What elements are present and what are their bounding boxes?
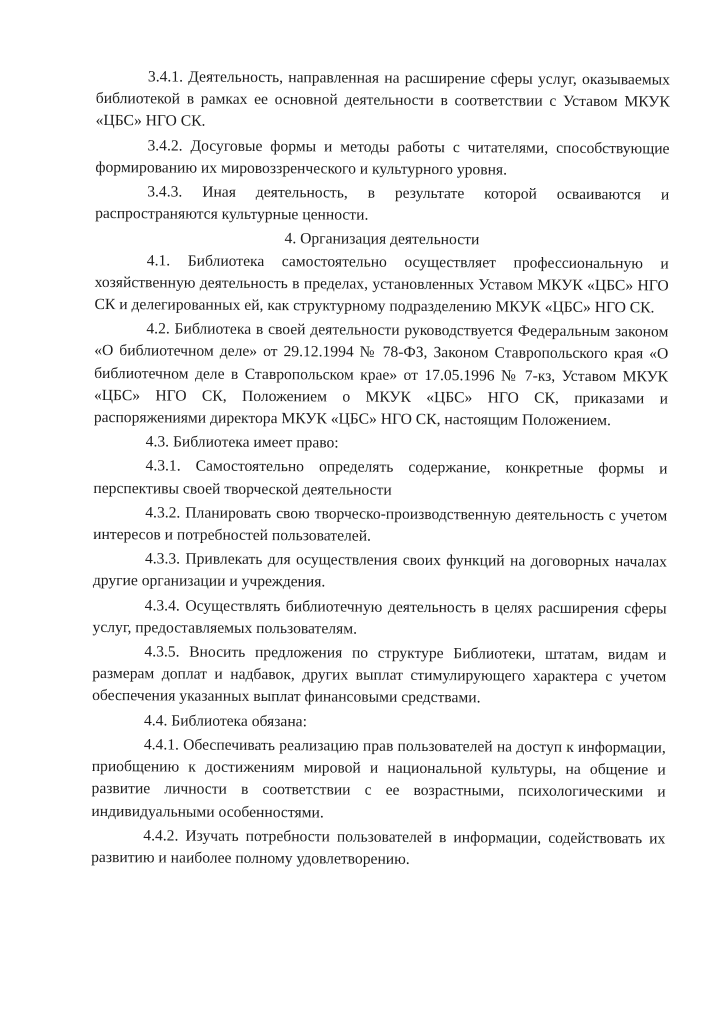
paragraph-4-4-1: 4.4.1. Обеспечивать реализацию прав пользователей на доступ к информации, приобщению к достижениям мировой и национальной культуры, на общение и развитие личности в соответствии с ее возрастными, психологическими и индивидуальными особенностями. [91,736,666,821]
paragraph-4-3-3: 4.3.3. Привлекать для осуществления своих функций на договорных началах другие организации и учреждения. [92,550,668,591]
paragraph-4-2: 4.2. Библиотека в своей деятельности руководствуется Федеральным законом «О библиотечном деле» от 29.12.1994 № 78-ФЗ, Законом Ставропольского края «О библиотечном деле в Ставропольском крае» от 17.05.1996 № 7-кз, Уставом МКУК «ЦБС» НГО СК, Положением о МКУК «ЦБС» НГО СК, приказами и распоряжениями директора МКУК «ЦБС» НГО СК, настоящим Положением. [93,320,669,430]
paragraph-4-3-1: 4.3.1. Самостоятельно определять содержание, конкретные формы и перспективы своей творческой деятельности [93,457,668,499]
paragraph-4-3: 4.3. Библиотека имеет право: [145,433,339,452]
paragraph-3-4-1: 3.4.1. Деятельность, направленная на расширение сферы услуг, оказываемых библиотекой в рамках ее основной деятельности в соответствии с Уставом МКУК «ЦБС» НГО СК. [95,68,670,131]
paragraph-4-4: 4.4. Библиотека обязана: [143,711,308,730]
paragraph-4-4-2: 4.4.2. Изучать потребности пользователей в информации, содействовать их развитию и наиболее полному удовлетворению. [91,827,666,868]
paragraph-4-3-5: 4.3.5. Вносить предложения по структуре Библиотеки, штатам, видам и размерам доплат и надбавок, других выплат стимулирующего характера с учетом обеспечения указанных выплат финансовыми средствами. [92,643,667,707]
paragraph-3-4-3: 3.4.3. Иная деятельность, в результате которой осваиваются и распространяются культурные ценности. [95,183,670,224]
document-page [91,66,670,873]
paragraph-4-3-2: 4.3.2. Планировать свою творческо-производственную деятельность с учетом интересов и потребностей пользователей. [93,504,668,545]
paragraph-4-3-4: 4.3.4. Осуществлять библиотечную деятельность в целях расширения сферы услуг, предоставляемых пользователям. [92,596,667,638]
paragraph-4-1: 4.1. Библиотека самостоятельно осуществляет профессиональную и хозяйственную деятельность в пределах, установленных Уставом МКУК «ЦБС» НГО СК и делегированных ей, как структурному подразделению МКУК «ЦБС» НГО СК. [94,251,669,317]
section-heading: 4. Организация деятельности [284,230,480,249]
paragraph-3-4-2: 3.4.2. Досуговые формы и методы работы с читателями, способствующие формированию их мировоззренческого и культурного уровня. [95,136,670,179]
